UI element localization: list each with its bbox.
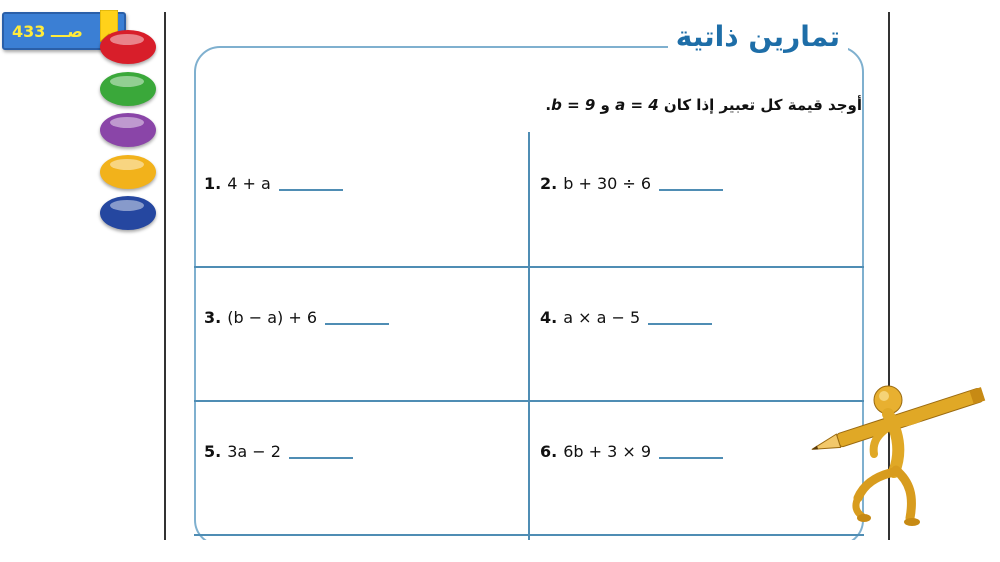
- blue-button[interactable]: [100, 196, 156, 230]
- instruction-and: و: [600, 96, 610, 114]
- exercise-4-number: 4.: [540, 308, 558, 327]
- exercise-2-expression: b + 30 ÷ 6: [563, 174, 652, 193]
- exercise-5-answer-blank[interactable]: [289, 457, 353, 459]
- exercise-2-number: 2.: [540, 174, 558, 193]
- exercise-5-number: 5.: [204, 442, 222, 461]
- yellow-button[interactable]: [100, 155, 156, 189]
- exercise-3-expression: (b − a) + 6: [227, 308, 317, 327]
- green-button[interactable]: [100, 72, 156, 106]
- exercise-3-answer-blank[interactable]: [325, 323, 389, 325]
- exercise-6-expression: 6b + 3 × 9: [563, 442, 652, 461]
- exercise-4-answer-blank[interactable]: [648, 323, 712, 325]
- exercise-4: [540, 308, 712, 327]
- exercise-1-expression: 4 + a: [227, 174, 271, 193]
- grid-divider-bottom: [194, 534, 864, 536]
- instruction-b: b = 9: [551, 96, 596, 114]
- exercise-6: [540, 442, 723, 461]
- grid-divider-row-2: [194, 400, 864, 402]
- grid-divider-row-1: [194, 266, 864, 268]
- pencil-figure-icon: [806, 372, 1000, 532]
- worksheet-title: تمارين ذاتية: [668, 20, 848, 53]
- instruction: [545, 96, 862, 114]
- instruction-end: .: [545, 96, 552, 114]
- grid-divider-vertical: [528, 132, 530, 540]
- exercise-2-answer-blank[interactable]: [659, 189, 723, 191]
- worksheet: [164, 12, 890, 540]
- exercise-1: [204, 174, 343, 193]
- page-number-text: 433 صـــ: [12, 21, 83, 41]
- exercise-5: [204, 442, 353, 461]
- exercise-4-expression: a × a − 5: [563, 308, 641, 327]
- exercise-6-number: 6.: [540, 442, 558, 461]
- exercise-3: [204, 308, 389, 327]
- exercise-3-number: 3.: [204, 308, 222, 327]
- instruction-text: أوجد قيمة كل تعبير إذا كان: [663, 96, 862, 114]
- exercise-2: [540, 174, 723, 193]
- exercise-grid: [194, 132, 864, 540]
- exercise-1-number: 1.: [204, 174, 222, 193]
- exercise-6-answer-blank[interactable]: [659, 457, 723, 459]
- exercise-1-answer-blank[interactable]: [279, 189, 343, 191]
- red-button[interactable]: [100, 30, 156, 64]
- purple-button[interactable]: [100, 113, 156, 147]
- instruction-a: a = 4: [615, 96, 659, 114]
- exercise-5-expression: 3a − 2: [227, 442, 281, 461]
